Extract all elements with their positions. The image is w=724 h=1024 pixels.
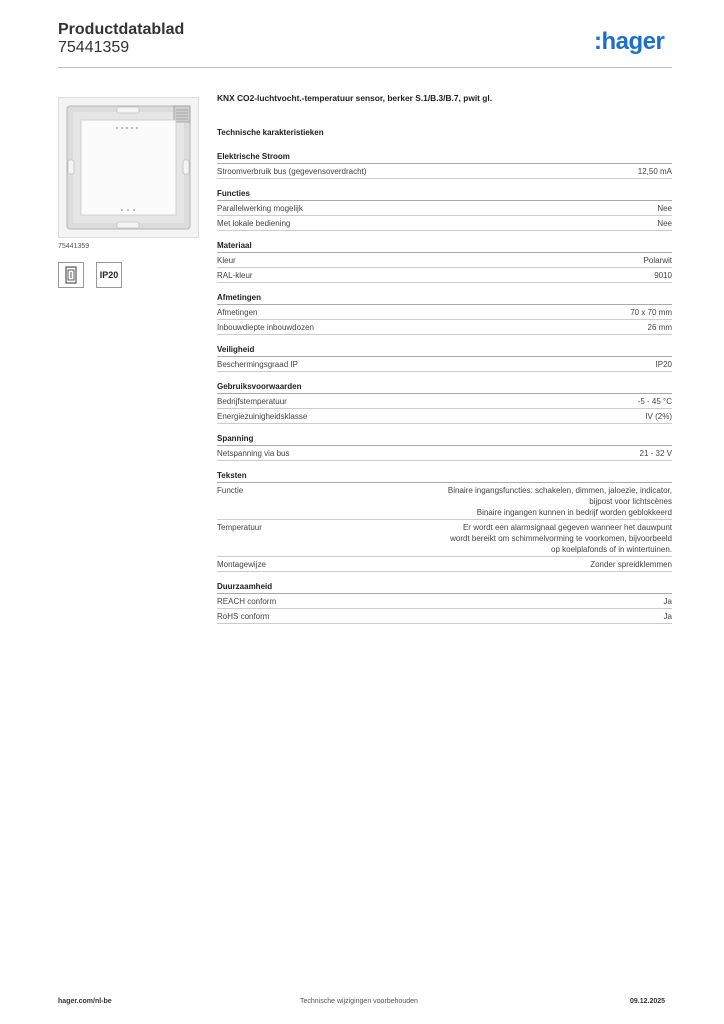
footer-notice: Technische wijzigingen voorbehouden	[300, 998, 418, 1005]
image-caption: 75441359	[58, 243, 90, 250]
product-title: KNX CO2-luchtvocht.-temperatuur sensor, berker S.1/B.3/B.7, pwit gl.	[217, 93, 493, 103]
spec-value	[387, 359, 672, 370]
page-title: Productdatablad	[58, 21, 185, 38]
footer-date: 09.12.2025	[630, 998, 666, 1005]
spec-value	[387, 611, 672, 622]
spec-row	[217, 357, 672, 372]
spec-row	[217, 216, 672, 231]
spec-sections	[217, 151, 672, 624]
article-number: 75441359	[58, 39, 130, 56]
spec-row	[217, 609, 672, 624]
spec-value	[387, 485, 672, 518]
spec-section	[217, 292, 672, 335]
section-title: Elektrische Stroom	[217, 151, 672, 164]
spec-value-line: Nee	[657, 218, 672, 228]
spec-section	[217, 344, 672, 372]
spec-value-line: Ja	[663, 611, 672, 621]
spec-value	[387, 270, 672, 281]
header-divider	[58, 67, 672, 68]
spec-row	[217, 164, 672, 179]
spec-value-line: Ja	[663, 596, 672, 606]
spec-value	[387, 396, 672, 407]
spec-row	[217, 201, 672, 216]
spec-row	[217, 446, 672, 461]
spec-row	[217, 483, 672, 520]
spec-value-line: Binaire ingangen kunnen in bedrijf worden geblokkeerd	[476, 507, 672, 517]
spec-section	[217, 188, 672, 231]
spec-section	[217, 581, 672, 624]
spec-row	[217, 320, 672, 335]
spec-label: REACH conform	[217, 596, 277, 606]
flush-mount-box-icon	[63, 266, 79, 284]
spec-row	[217, 594, 672, 609]
spec-section	[217, 240, 672, 283]
spec-row	[217, 394, 672, 409]
spec-label: Functie	[217, 485, 244, 495]
spec-value	[387, 203, 672, 214]
spec-label: Afmetingen	[217, 307, 258, 317]
section-title: Functies	[217, 188, 672, 201]
spec-label: Parallelwerking mogelijk	[217, 203, 303, 213]
spec-value	[387, 559, 672, 570]
section-title: Teksten	[217, 470, 672, 483]
spec-section	[217, 381, 672, 424]
spec-value-line: 9010	[654, 270, 672, 280]
spec-value	[387, 411, 672, 422]
spec-value-line: Zonder spreidklemmen	[590, 559, 672, 569]
spec-value-line: IP20	[655, 359, 672, 369]
spec-value	[387, 166, 672, 177]
hager-logo[interactable]: :hager	[594, 28, 665, 55]
section-title: Duurzaamheid	[217, 581, 672, 594]
spec-section	[217, 151, 672, 179]
spec-value-line: IV (2%)	[645, 411, 672, 421]
section-title: Spanning	[217, 433, 672, 446]
section-title: Materiaal	[217, 240, 672, 253]
spec-label: RoHS conform	[217, 611, 270, 621]
spec-row	[217, 557, 672, 572]
footer-website-link[interactable]: hager.com/nl-be	[58, 998, 112, 1005]
spec-label: Beschermingsgraad IP	[217, 359, 298, 369]
spec-row	[217, 409, 672, 424]
spec-value-line: -5 - 45 °C	[637, 396, 672, 406]
mounting-icon	[58, 262, 84, 288]
tech-heading: Technische karakteristieken	[217, 128, 324, 137]
spec-value-line: 26 mm	[647, 322, 672, 332]
spec-label: Kleur	[217, 255, 236, 265]
spec-value	[387, 596, 672, 607]
spec-label: Met lokale bediening	[217, 218, 291, 228]
spec-value-line: Polarwit	[643, 255, 672, 265]
section-title: Veiligheid	[217, 344, 672, 357]
spec-section	[217, 470, 672, 572]
spec-value-line: Binaire ingangsfuncties: schakelen, dimmen, jaloezie, indicator,	[447, 485, 672, 495]
spec-value-line: Er wordt een alarmsignaal gegeven wanneer het dauwpunt	[462, 522, 672, 532]
spec-value	[387, 255, 672, 266]
spec-label: Bedrijfstemperatuur	[217, 396, 287, 406]
spec-value-line: Nee	[657, 203, 672, 213]
spec-value-line: 12,50 mA	[637, 166, 672, 176]
spec-value-line: 70 x 70 mm	[630, 307, 672, 317]
spec-value	[387, 307, 672, 318]
spec-label: Netspanning via bus	[217, 448, 290, 458]
ip-rating-badge: IP20	[96, 262, 122, 288]
spec-value-line: op koelplafonds of in wintertuinen.	[551, 544, 672, 554]
spec-value	[387, 218, 672, 229]
spec-value	[387, 322, 672, 333]
spec-value	[387, 522, 672, 555]
spec-value-line: bijpost voor lichtscènes	[589, 496, 672, 506]
spec-row	[217, 520, 672, 557]
spec-value	[387, 448, 672, 459]
knx-sensor-illustration	[59, 98, 198, 237]
spec-row	[217, 305, 672, 320]
spec-label: Inbouwdiepte inbouwdozen	[217, 322, 314, 332]
product-image	[58, 97, 199, 238]
specs-content	[217, 93, 672, 633]
spec-label: RAL-kleur	[217, 270, 253, 280]
spec-label: Energiezuinigheidsklasse	[217, 411, 308, 421]
spec-label: Temperatuur	[217, 522, 262, 532]
spec-row	[217, 253, 672, 268]
section-title: Gebruiksvoorwaarden	[217, 381, 672, 394]
spec-label: Montagewijze	[217, 559, 266, 569]
spec-section	[217, 433, 672, 461]
spec-label: Stroomverbruik bus (gegevensoverdracht)	[217, 166, 367, 176]
section-title: Afmetingen	[217, 292, 672, 305]
spec-value-line: wordt bereikt om schimmelvorming te voorkomen, bijvoorbeeld	[450, 533, 672, 543]
spec-value-line: 21 - 32 V	[639, 448, 672, 458]
spec-row	[217, 268, 672, 283]
